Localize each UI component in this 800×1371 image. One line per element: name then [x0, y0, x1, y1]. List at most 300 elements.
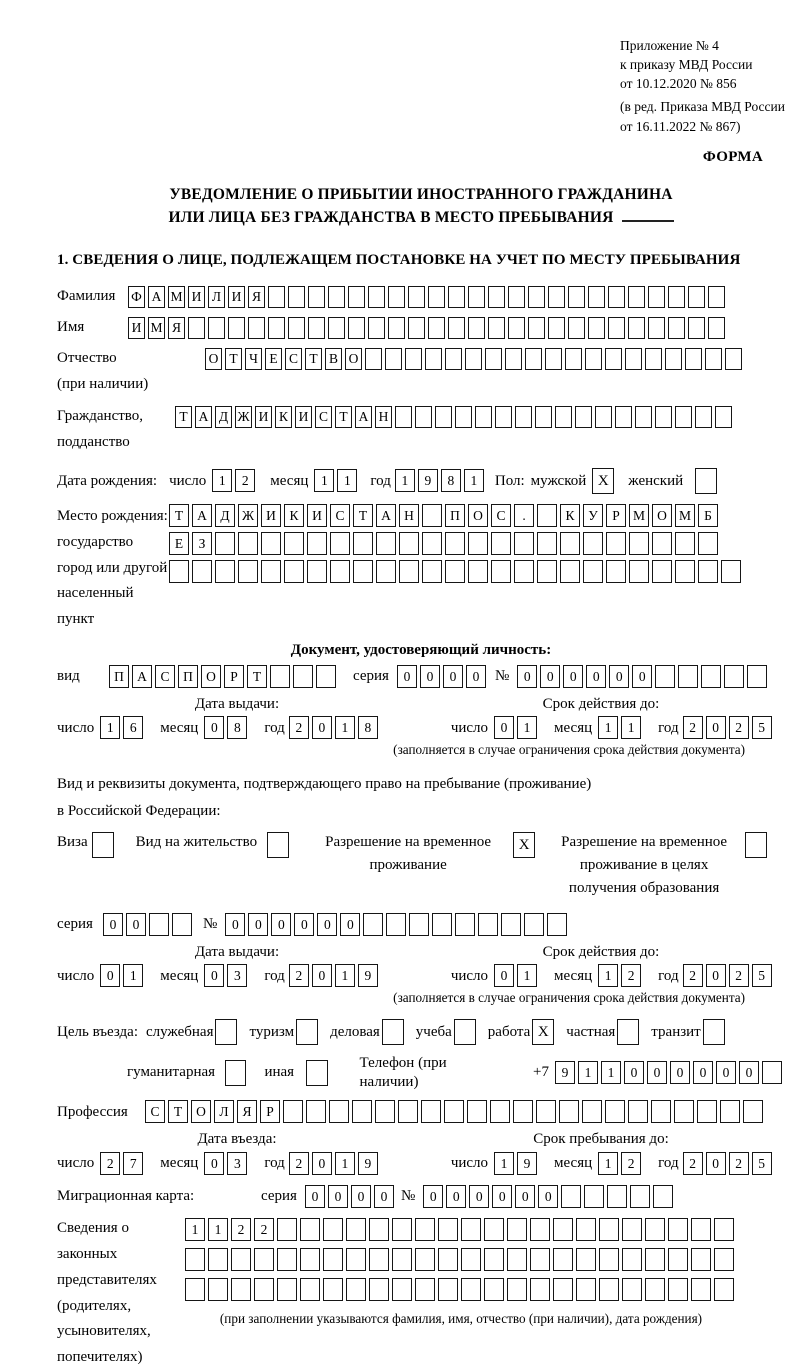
char-cell[interactable] — [560, 560, 580, 583]
char-cell[interactable] — [415, 406, 432, 428]
char-cell[interactable] — [606, 560, 626, 583]
char-cell[interactable] — [188, 317, 205, 339]
char-cell[interactable]: 0 — [494, 964, 514, 987]
char-cell[interactable] — [329, 1100, 349, 1123]
char-cell[interactable]: З — [192, 532, 212, 555]
char-cell[interactable] — [277, 1248, 297, 1271]
char-cell[interactable]: П — [445, 504, 465, 527]
char-cell[interactable] — [308, 317, 325, 339]
char-cell[interactable] — [648, 286, 665, 308]
char-cell[interactable] — [665, 348, 682, 370]
char-cell[interactable] — [568, 317, 585, 339]
char-cell[interactable] — [628, 1100, 648, 1123]
char-cell[interactable] — [720, 1100, 740, 1123]
char-cell[interactable] — [388, 286, 405, 308]
char-cell[interactable] — [348, 317, 365, 339]
char-cell[interactable]: 1 — [517, 964, 537, 987]
char-cell[interactable]: 0 — [494, 716, 514, 739]
char-cell[interactable]: 0 — [693, 1061, 713, 1084]
char-cell[interactable] — [392, 1248, 412, 1271]
char-cell[interactable]: 3 — [227, 964, 247, 987]
char-cell[interactable]: Н — [399, 504, 419, 527]
char-cell[interactable]: Т — [305, 348, 322, 370]
sex-male-checkbox[interactable]: X — [592, 468, 614, 494]
visa-checkbox[interactable] — [92, 832, 114, 858]
char-cell[interactable]: 0 — [517, 665, 537, 688]
char-cell[interactable] — [525, 348, 542, 370]
char-cell[interactable] — [284, 560, 304, 583]
char-cell[interactable] — [576, 1218, 596, 1241]
char-cell[interactable] — [323, 1278, 343, 1301]
char-cell[interactable]: 2 — [100, 1152, 120, 1175]
char-cell[interactable]: С — [330, 504, 350, 527]
char-cell[interactable]: О — [652, 504, 672, 527]
char-cell[interactable] — [468, 532, 488, 555]
char-cell[interactable] — [629, 532, 649, 555]
char-cell[interactable]: С — [315, 406, 332, 428]
char-cell[interactable] — [583, 532, 603, 555]
char-cell[interactable] — [261, 560, 281, 583]
char-cell[interactable] — [330, 532, 350, 555]
char-cell[interactable] — [508, 286, 525, 308]
char-cell[interactable]: А — [195, 406, 212, 428]
char-cell[interactable] — [559, 1100, 579, 1123]
char-cell[interactable] — [514, 532, 534, 555]
char-cell[interactable]: 2 — [254, 1218, 274, 1241]
char-cell[interactable]: М — [675, 504, 695, 527]
char-cell[interactable] — [652, 532, 672, 555]
residence-permit-checkbox[interactable] — [267, 832, 289, 858]
char-cell[interactable] — [724, 665, 744, 688]
char-cell[interactable] — [648, 317, 665, 339]
char-cell[interactable] — [353, 532, 373, 555]
char-cell[interactable]: Д — [215, 504, 235, 527]
char-cell[interactable] — [675, 532, 695, 555]
char-cell[interactable] — [395, 406, 412, 428]
char-cell[interactable]: 2 — [289, 1152, 309, 1175]
char-cell[interactable] — [352, 1100, 372, 1123]
char-cell[interactable] — [208, 1248, 228, 1271]
char-cell[interactable] — [415, 1248, 435, 1271]
char-cell[interactable]: 5 — [752, 716, 772, 739]
char-cell[interactable] — [468, 317, 485, 339]
char-cell[interactable] — [691, 1218, 711, 1241]
char-cell[interactable] — [468, 286, 485, 308]
char-cell[interactable]: Я — [168, 317, 185, 339]
char-cell[interactable] — [438, 1278, 458, 1301]
char-cell[interactable]: 0 — [443, 665, 463, 688]
char-cell[interactable]: С — [145, 1100, 165, 1123]
char-cell[interactable]: 7 — [123, 1152, 143, 1175]
char-cell[interactable] — [622, 1218, 642, 1241]
char-cell[interactable] — [399, 532, 419, 555]
char-cell[interactable]: 0 — [716, 1061, 736, 1084]
char-cell[interactable] — [714, 1278, 734, 1301]
char-cell[interactable]: Ж — [238, 504, 258, 527]
char-cell[interactable] — [307, 560, 327, 583]
char-cell[interactable] — [415, 1278, 435, 1301]
char-cell[interactable]: 1 — [598, 1152, 618, 1175]
char-cell[interactable] — [585, 348, 602, 370]
char-cell[interactable]: Т — [175, 406, 192, 428]
char-cell[interactable] — [455, 913, 475, 936]
char-cell[interactable] — [508, 317, 525, 339]
char-cell[interactable]: Я — [248, 286, 265, 308]
char-cell[interactable] — [376, 532, 396, 555]
char-cell[interactable] — [485, 348, 502, 370]
char-cell[interactable] — [651, 1100, 671, 1123]
char-cell[interactable]: 1 — [314, 469, 334, 492]
char-cell[interactable]: 0 — [397, 665, 417, 688]
char-cell[interactable] — [455, 406, 472, 428]
purpose-tourism-checkbox[interactable] — [296, 1019, 318, 1045]
char-cell[interactable] — [628, 317, 645, 339]
char-cell[interactable]: А — [355, 406, 372, 428]
char-cell[interactable] — [537, 504, 557, 527]
char-cell[interactable] — [475, 406, 492, 428]
char-cell[interactable] — [599, 1248, 619, 1271]
char-cell[interactable]: 0 — [466, 665, 486, 688]
char-cell[interactable]: 1 — [578, 1061, 598, 1084]
char-cell[interactable]: 0 — [586, 665, 606, 688]
char-cell[interactable] — [536, 1100, 556, 1123]
char-cell[interactable]: 0 — [204, 964, 224, 987]
char-cell[interactable]: И — [295, 406, 312, 428]
char-cell[interactable] — [288, 286, 305, 308]
char-cell[interactable] — [708, 317, 725, 339]
char-cell[interactable]: И — [307, 504, 327, 527]
char-cell[interactable]: 6 — [123, 716, 143, 739]
char-cell[interactable] — [428, 317, 445, 339]
char-cell[interactable] — [685, 348, 702, 370]
char-cell[interactable] — [513, 1100, 533, 1123]
char-cell[interactable] — [388, 317, 405, 339]
char-cell[interactable] — [605, 348, 622, 370]
char-cell[interactable] — [615, 406, 632, 428]
char-cell[interactable] — [300, 1248, 320, 1271]
char-cell[interactable] — [678, 665, 698, 688]
char-cell[interactable] — [535, 406, 552, 428]
char-cell[interactable]: 0 — [706, 1152, 726, 1175]
char-cell[interactable]: А — [132, 665, 152, 688]
char-cell[interactable]: 0 — [624, 1061, 644, 1084]
char-cell[interactable] — [444, 1100, 464, 1123]
char-cell[interactable] — [501, 913, 521, 936]
char-cell[interactable]: 9 — [555, 1061, 575, 1084]
char-cell[interactable] — [725, 348, 742, 370]
char-cell[interactable] — [491, 532, 511, 555]
char-cell[interactable]: 0 — [706, 716, 726, 739]
char-cell[interactable]: 2 — [729, 964, 749, 987]
char-cell[interactable]: В — [325, 348, 342, 370]
char-cell[interactable] — [645, 1278, 665, 1301]
char-cell[interactable] — [368, 317, 385, 339]
char-cell[interactable]: 3 — [227, 1152, 247, 1175]
char-cell[interactable] — [599, 1278, 619, 1301]
char-cell[interactable] — [561, 1185, 581, 1208]
char-cell[interactable] — [172, 913, 192, 936]
char-cell[interactable]: М — [148, 317, 165, 339]
char-cell[interactable] — [507, 1278, 527, 1301]
char-cell[interactable] — [688, 286, 705, 308]
char-cell[interactable]: 0 — [446, 1185, 466, 1208]
char-cell[interactable] — [701, 665, 721, 688]
char-cell[interactable] — [721, 560, 741, 583]
char-cell[interactable]: 1 — [212, 469, 232, 492]
char-cell[interactable]: 0 — [271, 913, 291, 936]
char-cell[interactable] — [465, 348, 482, 370]
char-cell[interactable] — [555, 406, 572, 428]
char-cell[interactable] — [409, 913, 429, 936]
char-cell[interactable] — [461, 1278, 481, 1301]
char-cell[interactable] — [386, 913, 406, 936]
char-cell[interactable] — [553, 1278, 573, 1301]
char-cell[interactable] — [328, 317, 345, 339]
char-cell[interactable]: А — [148, 286, 165, 308]
char-cell[interactable] — [507, 1218, 527, 1241]
char-cell[interactable] — [445, 348, 462, 370]
char-cell[interactable]: 0 — [225, 913, 245, 936]
char-cell[interactable]: И — [128, 317, 145, 339]
char-cell[interactable] — [583, 560, 603, 583]
char-cell[interactable] — [392, 1278, 412, 1301]
purpose-other-checkbox[interactable] — [306, 1060, 327, 1086]
char-cell[interactable] — [438, 1248, 458, 1271]
char-cell[interactable]: 0 — [632, 665, 652, 688]
char-cell[interactable] — [548, 317, 565, 339]
char-cell[interactable]: 0 — [538, 1185, 558, 1208]
char-cell[interactable]: 0 — [248, 913, 268, 936]
char-cell[interactable] — [149, 913, 169, 936]
char-cell[interactable]: 0 — [100, 964, 120, 987]
char-cell[interactable] — [674, 1100, 694, 1123]
char-cell[interactable] — [228, 317, 245, 339]
char-cell[interactable]: 5 — [752, 964, 772, 987]
char-cell[interactable]: Н — [375, 406, 392, 428]
char-cell[interactable]: 9 — [517, 1152, 537, 1175]
char-cell[interactable] — [231, 1278, 251, 1301]
char-cell[interactable] — [668, 317, 685, 339]
char-cell[interactable]: С — [155, 665, 175, 688]
char-cell[interactable] — [405, 348, 422, 370]
char-cell[interactable] — [277, 1278, 297, 1301]
char-cell[interactable]: 0 — [469, 1185, 489, 1208]
char-cell[interactable]: Т — [247, 665, 267, 688]
char-cell[interactable] — [608, 286, 625, 308]
char-cell[interactable] — [747, 665, 767, 688]
char-cell[interactable] — [668, 1248, 688, 1271]
char-cell[interactable] — [408, 317, 425, 339]
char-cell[interactable] — [537, 532, 557, 555]
char-cell[interactable]: Р — [224, 665, 244, 688]
char-cell[interactable] — [695, 406, 712, 428]
char-cell[interactable] — [599, 1218, 619, 1241]
char-cell[interactable]: А — [376, 504, 396, 527]
char-cell[interactable]: 1 — [395, 469, 415, 492]
char-cell[interactable] — [375, 1100, 395, 1123]
char-cell[interactable]: Е — [169, 532, 189, 555]
char-cell[interactable] — [697, 1100, 717, 1123]
char-cell[interactable] — [306, 1100, 326, 1123]
purpose-official-checkbox[interactable] — [215, 1019, 237, 1045]
char-cell[interactable] — [215, 532, 235, 555]
char-cell[interactable]: Б — [698, 504, 718, 527]
char-cell[interactable]: 2 — [235, 469, 255, 492]
char-cell[interactable] — [185, 1248, 205, 1271]
char-cell[interactable]: 0 — [312, 1152, 332, 1175]
char-cell[interactable]: Я — [237, 1100, 257, 1123]
char-cell[interactable] — [392, 1218, 412, 1241]
char-cell[interactable]: 0 — [312, 964, 332, 987]
char-cell[interactable] — [698, 532, 718, 555]
char-cell[interactable]: 2 — [289, 716, 309, 739]
char-cell[interactable] — [368, 286, 385, 308]
char-cell[interactable] — [625, 348, 642, 370]
char-cell[interactable] — [192, 560, 212, 583]
char-cell[interactable]: 0 — [563, 665, 583, 688]
char-cell[interactable] — [435, 406, 452, 428]
purpose-humanitarian-checkbox[interactable] — [225, 1060, 246, 1086]
char-cell[interactable] — [445, 560, 465, 583]
char-cell[interactable]: 0 — [305, 1185, 325, 1208]
char-cell[interactable] — [422, 560, 442, 583]
char-cell[interactable] — [691, 1248, 711, 1271]
purpose-study-checkbox[interactable] — [454, 1019, 476, 1045]
char-cell[interactable]: 0 — [126, 913, 146, 936]
char-cell[interactable]: Ж — [235, 406, 252, 428]
char-cell[interactable] — [346, 1218, 366, 1241]
char-cell[interactable] — [432, 913, 452, 936]
char-cell[interactable] — [348, 286, 365, 308]
char-cell[interactable]: Т — [335, 406, 352, 428]
char-cell[interactable]: 2 — [231, 1218, 251, 1241]
char-cell[interactable] — [714, 1218, 734, 1241]
char-cell[interactable] — [484, 1248, 504, 1271]
char-cell[interactable] — [560, 532, 580, 555]
char-cell[interactable] — [346, 1248, 366, 1271]
char-cell[interactable] — [691, 1278, 711, 1301]
char-cell[interactable] — [655, 406, 672, 428]
sex-female-checkbox[interactable] — [695, 468, 717, 494]
char-cell[interactable] — [762, 1061, 782, 1084]
char-cell[interactable] — [629, 560, 649, 583]
char-cell[interactable] — [231, 1248, 251, 1271]
char-cell[interactable]: 1 — [100, 716, 120, 739]
char-cell[interactable]: 2 — [621, 1152, 641, 1175]
char-cell[interactable] — [668, 1278, 688, 1301]
char-cell[interactable] — [369, 1248, 389, 1271]
char-cell[interactable] — [445, 532, 465, 555]
char-cell[interactable]: 1 — [598, 716, 618, 739]
char-cell[interactable] — [365, 348, 382, 370]
purpose-work-checkbox[interactable]: X — [532, 1019, 554, 1045]
char-cell[interactable] — [461, 1248, 481, 1271]
char-cell[interactable]: 1 — [601, 1061, 621, 1084]
char-cell[interactable] — [323, 1218, 343, 1241]
char-cell[interactable] — [595, 406, 612, 428]
char-cell[interactable]: 1 — [335, 716, 355, 739]
char-cell[interactable]: 0 — [317, 913, 337, 936]
char-cell[interactable]: 0 — [328, 1185, 348, 1208]
char-cell[interactable]: Е — [265, 348, 282, 370]
char-cell[interactable]: 0 — [420, 665, 440, 688]
char-cell[interactable] — [376, 560, 396, 583]
char-cell[interactable] — [461, 1218, 481, 1241]
char-cell[interactable]: К — [284, 504, 304, 527]
char-cell[interactable] — [293, 665, 313, 688]
char-cell[interactable] — [268, 286, 285, 308]
char-cell[interactable] — [238, 532, 258, 555]
char-cell[interactable]: Ч — [245, 348, 262, 370]
char-cell[interactable]: 2 — [729, 716, 749, 739]
char-cell[interactable]: 2 — [683, 964, 703, 987]
char-cell[interactable] — [284, 532, 304, 555]
char-cell[interactable]: 1 — [208, 1218, 228, 1241]
char-cell[interactable]: 0 — [374, 1185, 394, 1208]
char-cell[interactable] — [668, 1218, 688, 1241]
char-cell[interactable] — [514, 560, 534, 583]
temp-residence-education-checkbox[interactable] — [745, 832, 767, 858]
char-cell[interactable]: 0 — [739, 1061, 759, 1084]
char-cell[interactable] — [369, 1278, 389, 1301]
char-cell[interactable]: Т — [353, 504, 373, 527]
char-cell[interactable] — [478, 913, 498, 936]
char-cell[interactable]: 0 — [515, 1185, 535, 1208]
char-cell[interactable] — [261, 532, 281, 555]
char-cell[interactable]: Л — [208, 286, 225, 308]
char-cell[interactable] — [708, 286, 725, 308]
char-cell[interactable]: Р — [606, 504, 626, 527]
char-cell[interactable]: 0 — [670, 1061, 690, 1084]
char-cell[interactable] — [270, 665, 290, 688]
char-cell[interactable] — [328, 286, 345, 308]
char-cell[interactable] — [363, 913, 383, 936]
char-cell[interactable] — [307, 532, 327, 555]
char-cell[interactable] — [698, 560, 718, 583]
char-cell[interactable] — [547, 913, 567, 936]
char-cell[interactable]: 0 — [103, 913, 123, 936]
char-cell[interactable] — [588, 286, 605, 308]
char-cell[interactable] — [254, 1248, 274, 1271]
char-cell[interactable] — [369, 1218, 389, 1241]
char-cell[interactable] — [330, 560, 350, 583]
char-cell[interactable]: 0 — [609, 665, 629, 688]
char-cell[interactable] — [545, 348, 562, 370]
char-cell[interactable] — [530, 1248, 550, 1271]
char-cell[interactable] — [484, 1218, 504, 1241]
char-cell[interactable] — [584, 1185, 604, 1208]
char-cell[interactable]: О — [468, 504, 488, 527]
char-cell[interactable] — [254, 1278, 274, 1301]
char-cell[interactable]: И — [228, 286, 245, 308]
char-cell[interactable] — [346, 1278, 366, 1301]
char-cell[interactable] — [568, 286, 585, 308]
char-cell[interactable]: 1 — [464, 469, 484, 492]
char-cell[interactable]: 1 — [621, 716, 641, 739]
char-cell[interactable] — [528, 317, 545, 339]
char-cell[interactable] — [668, 286, 685, 308]
char-cell[interactable] — [323, 1248, 343, 1271]
char-cell[interactable]: 9 — [418, 469, 438, 492]
char-cell[interactable] — [425, 348, 442, 370]
char-cell[interactable] — [448, 317, 465, 339]
char-cell[interactable]: 2 — [621, 964, 641, 987]
char-cell[interactable] — [468, 560, 488, 583]
char-cell[interactable] — [215, 560, 235, 583]
char-cell[interactable]: 2 — [683, 716, 703, 739]
char-cell[interactable]: 0 — [340, 913, 360, 936]
char-cell[interactable] — [208, 1278, 228, 1301]
